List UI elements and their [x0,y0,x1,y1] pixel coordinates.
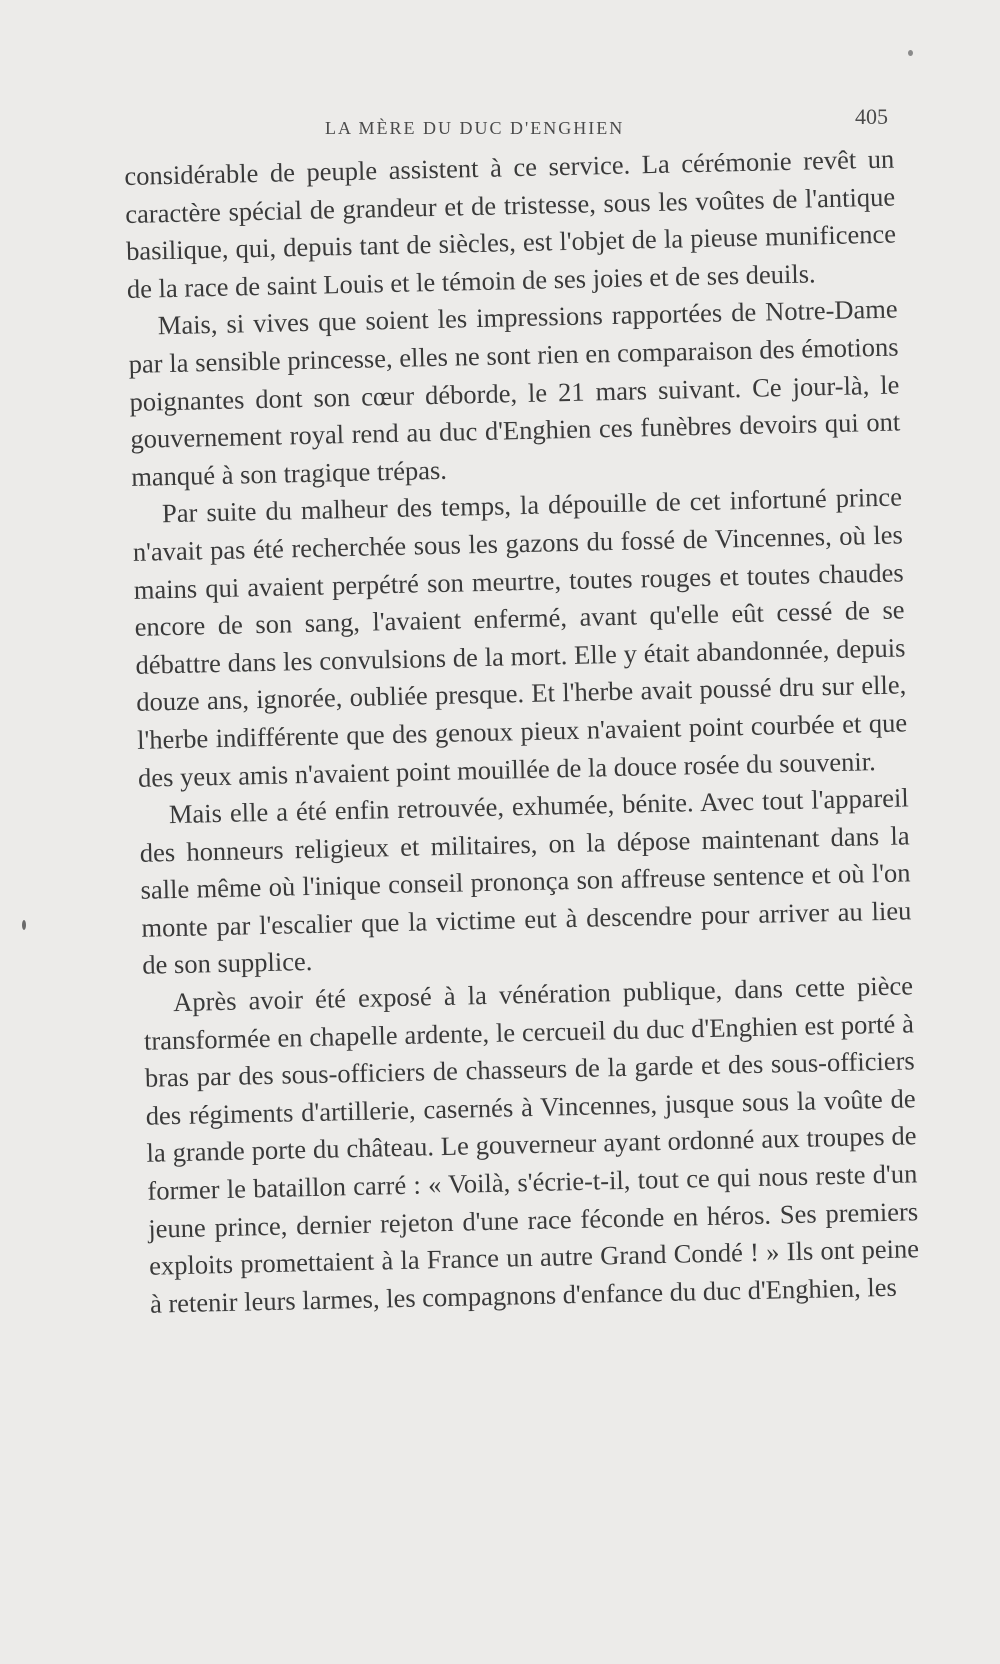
running-title: LA MÈRE DU DUC D'ENGHIEN [325,118,625,138]
paragraph: Après avoir été exposé à la vénération publique, dans cette pièce transformée en chapelle ardente, le cercueil du duc d'Enghien est porté à bras par des sous-officiers de chasseurs de la garde et des sous-officiers des régiments d'artillerie, casernés à Vincennes, jusque sous la voûte de la grande porte du château. Le gouverneur ayant ordonné aux troupes de former le bataillon carré : « Voilà, s'écrie-t-il, tout ce qui nous reste d'un jeune prince, dernier rejeton d'une race féconde en héros. Ses premiers exploits promettaient à la France un autre Grand Condé ! » Ils ont peine à retenir leurs larmes, les compagnons d'enfance du duc d'Enghien, les [143,970,920,1319]
paper-speck [908,50,913,56]
paragraph: considérable de peuple assistent à ce service. La cérémonie revêt un caractère spécial de grandeur et de tristesse, sous les voûtes de l'antique basilique, qui, depuis tant de siècles, est l'objet de la pieuse munificence de la race de saint Louis et le témoin de ses joies et de ses deuils. [124,143,897,304]
body-text [124,141,920,1324]
page-header [120,104,900,144]
paragraph: Par suite du malheur des temps, la dépouille de cet infortuné prince n'avait pas été recherchée sous les gazons du fossé de Vincennes, où les mains qui avaient perpétré son meurtre, toutes rouges et toutes chaudes encore de son sang, l'avaient enfermé, avant qu'elle eût cessé de se débattre dans les convulsions de la mort. Elle y était abandonnée, depuis douze ans, ignorée, oubliée presque. Et l'herbe avait poussé dru sur elle, l'herbe indifférente que des genoux pieux n'avaient point courbée et que des yeux amis n'avaient point mouillée de la douce rosée du souvenir. [132,481,908,793]
page-number: 405 [855,104,888,129]
paper-speck [22,920,26,930]
paragraph: Mais, si vives que soient les impressions rapportées de Notre-Dame par la sensible princesse, elles ne sont rien en comparaison des émotions poignantes dont son cœur déborde, le 21 mars suivant. Ce jour-là, le gouvernement royal rend au duc d'Enghien ces funèbres devoirs qui ont manqué à son tragique trépas. [128,293,901,492]
paragraph: Mais elle a été enfin retrouvée, exhumée, bénite. Avec tout l'appareil des honneurs religieux et militaires, on la dépose maintenant dans la salle même où l'inique conseil prononça son affreuse sentence et où l'on monte par l'escalier que la victime eut à descendre pour arriver au lieu de son supplice. [139,782,912,981]
